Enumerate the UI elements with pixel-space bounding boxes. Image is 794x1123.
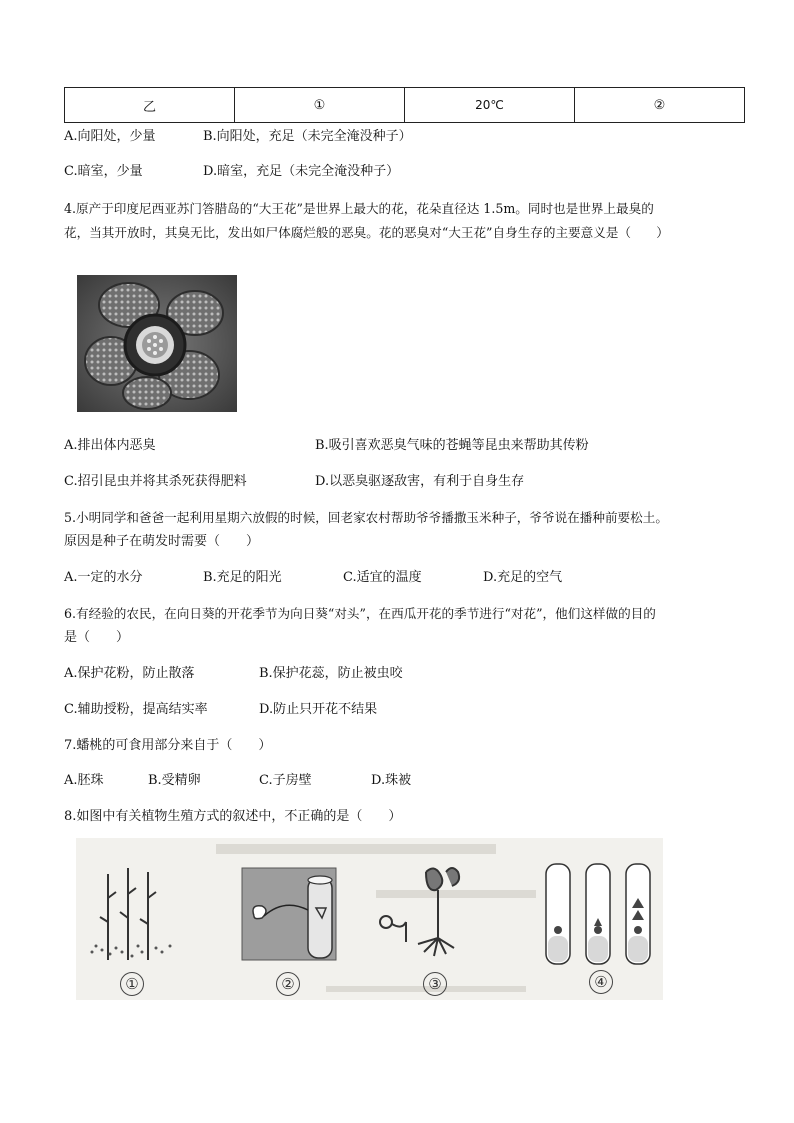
q5-stem-line1: 5.小明同学和爸爸一起利用星期六放假的时候，回老家农村帮助爷爷播撒玉米种子，爷爷说在播种前要松土。	[64, 510, 668, 525]
figure-caption-3: ③	[423, 972, 447, 996]
q4-option-b[interactable]: B.吸引喜欢恶臭气味的苍蝇等昆虫来帮助其传粉	[315, 438, 589, 453]
q6-option-b[interactable]: B.保护花蕊，防止被虫咬	[259, 666, 403, 681]
cutting-icon	[100, 868, 156, 960]
q7-option-c[interactable]: C.子房壁	[259, 773, 312, 788]
q5-option-a[interactable]: A.一定的水分	[64, 570, 143, 585]
experiment-table	[64, 87, 745, 123]
q8-stem: 8.如图中有关植物生殖方式的叙述中，不正确的是（ ）	[64, 809, 402, 824]
rafflesia-photo	[77, 275, 237, 412]
q4-stem-line1: 4.原产于印度尼西亚苏门答腊岛的“大王花”是世界上最大的花，花朵直径达 1.5m。同时也是世界上最臭的	[64, 201, 654, 216]
q6-stem-line2: 是（ ）	[64, 630, 130, 645]
q4-option-c[interactable]: C.招引昆虫并将其杀死获得肥料	[64, 474, 247, 489]
table-cell-temperature: 20℃	[405, 88, 575, 123]
q7-stem: 7.蟠桃的可食用部分来自于（ ）	[64, 738, 272, 753]
q4-stem-line2: 花，当其开放时，其臭无比，发出如尸体腐烂般的恶臭。花的恶臭对“大王花”自身生存的主要意义是（ ）	[64, 225, 669, 240]
q6-stem-line1: 6.有经验的农民，在向日葵的开花季节为向日葵“对头”，在西瓜开花的季节进行“对花”，他们这样做的目的	[64, 606, 656, 621]
figure-caption-2: ②	[276, 972, 300, 996]
layering-icon	[380, 868, 459, 956]
reproduction-diagram	[76, 838, 663, 1000]
table-cell-condition2: ②	[575, 88, 745, 123]
table-cell-condition1: ①	[235, 88, 405, 123]
grafting-icon	[242, 868, 336, 960]
rafflesia-flower-icon	[77, 275, 237, 412]
q7-option-a[interactable]: A.胚珠	[64, 773, 104, 788]
q5-stem-line2: 原因是种子在萌发时需要（ ）	[64, 534, 260, 549]
table-cell-group: 乙	[65, 88, 235, 123]
reproduction-figure	[76, 838, 663, 1000]
q3-option-d[interactable]: D.暗室，充足（未完全淹没种子）	[203, 164, 400, 179]
q6-option-c[interactable]: C.辅助授粉，提高结实率	[64, 702, 208, 717]
q3-option-c[interactable]: C.暗室，少量	[64, 164, 143, 179]
q5-option-c[interactable]: C.适宜的温度	[343, 570, 422, 585]
q3-option-a[interactable]: A.向阳处，少量	[64, 129, 156, 144]
tissue-culture-icon	[546, 864, 650, 964]
q4-option-a[interactable]: A.排出体内恶臭	[64, 438, 156, 453]
q6-option-d[interactable]: D.防止只开花不结果	[259, 702, 378, 717]
q4-option-d[interactable]: D.以恶臭驱逐敌害，有利于自身生存	[315, 474, 525, 489]
figure-caption-1: ①	[120, 972, 144, 996]
figure-caption-4: ④	[589, 970, 613, 994]
q3-option-b[interactable]: B.向阳处，充足（未完全淹没种子）	[203, 129, 412, 144]
q6-option-a[interactable]: A.保护花粉，防止散落	[64, 666, 195, 681]
q7-option-b[interactable]: B.受精卵	[148, 773, 201, 788]
q5-option-d[interactable]: D.充足的空气	[483, 570, 563, 585]
q7-option-d[interactable]: D.珠被	[371, 773, 412, 788]
q5-option-b[interactable]: B.充足的阳光	[203, 570, 282, 585]
table-row	[65, 88, 745, 123]
